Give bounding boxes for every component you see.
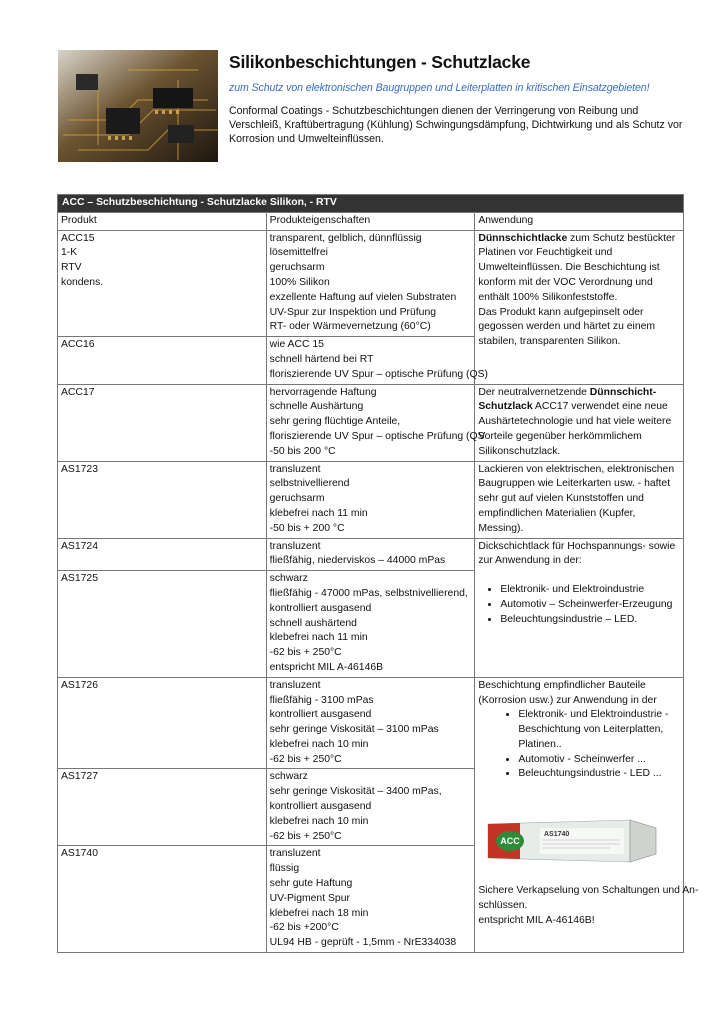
product-name: ACC17 [61, 386, 95, 398]
property: floriszierende UV Spur – optische Prüfung (QS [269, 430, 485, 442]
property: transluzent [269, 848, 321, 860]
property: transparent, gelblich, dünnflüssig [269, 232, 422, 244]
property: transluzent [269, 463, 321, 475]
properties-cell [266, 337, 488, 384]
property: klebefrei nach 11 min [269, 632, 368, 644]
product-name: ACC16 [61, 339, 95, 351]
property: -62 bis + 250°C [269, 647, 342, 659]
application-list [478, 583, 680, 627]
property: klebefrei nach 11 min [269, 507, 368, 519]
product-cell [58, 538, 267, 571]
property: geruchsarm [269, 262, 325, 274]
property: flüssig [269, 863, 300, 875]
application-cell [475, 461, 684, 538]
product-name: AS1726 [61, 679, 98, 691]
property: schnell aushärtend [269, 617, 357, 629]
product-cell [58, 769, 267, 846]
product-name: ACC15 [61, 232, 95, 244]
property: klebefrei nach 18 min [269, 907, 369, 919]
product-name: AS1725 [61, 573, 98, 585]
property: -50 bis 200 °C [269, 445, 336, 457]
application-text: Der neutralvernetzende [478, 386, 590, 398]
product-name: AS1740 [61, 848, 98, 860]
table-title: ACC – Schutzbeschichtung - Schutzlacke Silikon, - RTV [58, 195, 684, 213]
property: UV-Spur zur Inspektion und Prüfung [269, 306, 437, 318]
column-header-properties: Produkteigenschaften [266, 212, 475, 230]
property: exzellente Haftung auf vielen Substraten [269, 291, 457, 303]
property: entspricht MIL A-46146B [269, 661, 384, 673]
application-text: Dickschichtlack für Hochspannungs- sowie zur Anwendung in der: [478, 540, 676, 567]
application-cell [475, 230, 684, 384]
column-header-product: Produkt [58, 212, 267, 230]
property: -62 bis +200°C [269, 922, 339, 934]
property: wie ACC 15 [269, 339, 324, 351]
list-item: • Beleuchtungsindustrie - LED ... [518, 767, 680, 782]
application-text: schlüssen. [478, 900, 528, 912]
list-item: • Elektronik- und Elektroindustrie - Beschichtung von Leiterplatten, Platinen.. [518, 708, 680, 752]
property: fließfähig - 3100 mPas [269, 694, 374, 706]
property: floriszierende UV Spur – optische Prüfung (QS) [269, 368, 488, 380]
tube-brand-label: ACC [500, 836, 521, 847]
page-title: Silikonbeschichtungen - Schutzlacke [229, 52, 531, 72]
property: transluzent [269, 679, 321, 691]
application-cell [475, 538, 684, 677]
property: fließfähig, niederviskos – 44000 mPas [269, 555, 446, 567]
properties-cell [266, 384, 485, 461]
property: -50 bis + 200 °C [269, 522, 345, 534]
property: sehr gute Haftung [269, 878, 353, 890]
intro-paragraph: Conformal Coatings - Schutzbeschichtungen dienen der Verringerung von Reibung und Verschleiß, Kraftübertragung (Kühlung) Schwingungsdämpfung, Dichtwirkung und als Schutz vor Korrosion und Umwelteinflüssen. [229, 105, 683, 145]
property: hervorragende Haftung [269, 386, 377, 398]
table-row-acc15 [58, 230, 684, 337]
product-name: AS1723 [61, 463, 98, 475]
application-text: Sichere Verkapselung von Schaltungen und An- [478, 885, 699, 897]
application-text: entspricht MIL A-46146B! [478, 914, 595, 926]
product-cell [58, 571, 267, 678]
tube-product-label: AS1740 [544, 831, 570, 839]
property: schwarz [269, 771, 308, 783]
properties-cell [266, 846, 475, 953]
property: RT- oder Wärmevernetzung (60°C) [269, 321, 431, 333]
application-highlight: Dünnschichtlacke [478, 232, 568, 244]
property: sehr gering flüchtige Anteile, [269, 416, 401, 428]
list-item: • Automotiv – Scheinwerfer-Erzeugung [500, 598, 680, 613]
property: selbstnivellierend [269, 478, 350, 490]
application-text: Das Produkt kann aufgepinselt oder gegossen werden und härtet zu einem stabilen, transparenten Silikon. [478, 306, 656, 348]
product-type: RTV [61, 262, 82, 274]
property: klebefrei nach 10 min [269, 815, 369, 827]
property: kontrolliert ausgasend [269, 602, 372, 614]
property: fließfähig - 47000 mPas, selbstnivellierend, [269, 587, 468, 599]
table-header-row [58, 212, 684, 230]
application-text: Lackieren von elektrischen, elektronischen Baugruppen wie Leiterkarten usw. - haftet sehr gut auf vielen Kunststoffen und empfindlichen Materialien (Kupfer, Messing). [478, 463, 675, 534]
application-cell [475, 677, 699, 952]
property: -62 bis + 250°C [269, 753, 342, 765]
product-name: AS1724 [61, 540, 98, 552]
property: UV-Pigment Spur [269, 892, 350, 904]
header-image [58, 50, 218, 162]
properties-cell [266, 571, 475, 678]
property: schnell härtend bei RT [269, 353, 374, 365]
property: 100% Silikon [269, 276, 330, 288]
table-row-as1724 [58, 538, 684, 571]
application-list [478, 708, 680, 782]
column-header-application: Anwendung [475, 212, 684, 230]
product-table [57, 194, 699, 953]
product-cell [58, 337, 267, 384]
product-name: AS1727 [61, 771, 98, 783]
product-tube-image [480, 806, 660, 876]
table-title-row [58, 195, 684, 213]
application-text: Beschichtung empfindlicher Bauteile (Korrosion usw.) zur Anwendung in der [478, 679, 657, 706]
page-subtitle: zum Schutz von elektronischen Baugruppen und Leiterplatten in kritischen Einsatzgebieten! [229, 82, 650, 94]
list-item: • Elektronik- und Elektroindustrie [500, 583, 680, 598]
application-cell [475, 384, 684, 461]
property: klebefrei nach 10 min [269, 738, 369, 750]
application-text: ACC17 verwendet eine neue Aushärtetechnologie und hat viele weitere Vorteile gegenüber herkömmlichem Silikonschutzlack. [478, 401, 672, 457]
list-item: • Beleuchtungsindustrie – LED. [500, 613, 680, 628]
property: kontrolliert ausgasend [269, 801, 372, 813]
product-cell [58, 384, 267, 461]
property: sehr geringe Viskosität – 3400 mPas, [269, 786, 442, 798]
properties-cell [266, 230, 475, 337]
property: schwarz [269, 573, 308, 585]
table-row-as1726 [58, 677, 684, 769]
property: transluzent [269, 540, 321, 552]
properties-cell [266, 461, 475, 538]
table-row-acc17 [58, 384, 684, 461]
product-cell [58, 461, 267, 538]
list-item: • Automotiv - Scheinwerfer ... [518, 753, 680, 768]
application-text: zum Schutz bestückter Platinen vor Feuchtigkeit und Umwelteinflüssen. Die Beschichtung ist konform mit der VOC Verordnung und enthält 100% Silikonfeststoffe. [478, 232, 676, 303]
properties-cell [266, 677, 475, 769]
product-cell [58, 230, 267, 337]
properties-cell [266, 769, 475, 846]
product-cell [58, 677, 267, 769]
property: -62 bis + 250°C [269, 830, 342, 842]
table-row-as1723 [58, 461, 684, 538]
product-type: 1-K [61, 247, 78, 259]
product-type: kondens. [61, 276, 104, 288]
property: kontrolliert ausgasend [269, 709, 372, 721]
property: schnelle Aushärtung [269, 401, 364, 413]
property: sehr geringe Viskosität – 3100 mPas [269, 724, 439, 736]
application-highlight: Dünnschicht-Schutzlack [478, 386, 657, 413]
property: UL94 HB - geprüft - 1,5mm - NrE334038 [269, 937, 457, 949]
property: lösemittelfrei [269, 247, 328, 259]
product-cell [58, 846, 267, 953]
property: geruchsarm [269, 493, 325, 505]
properties-cell [266, 538, 475, 571]
